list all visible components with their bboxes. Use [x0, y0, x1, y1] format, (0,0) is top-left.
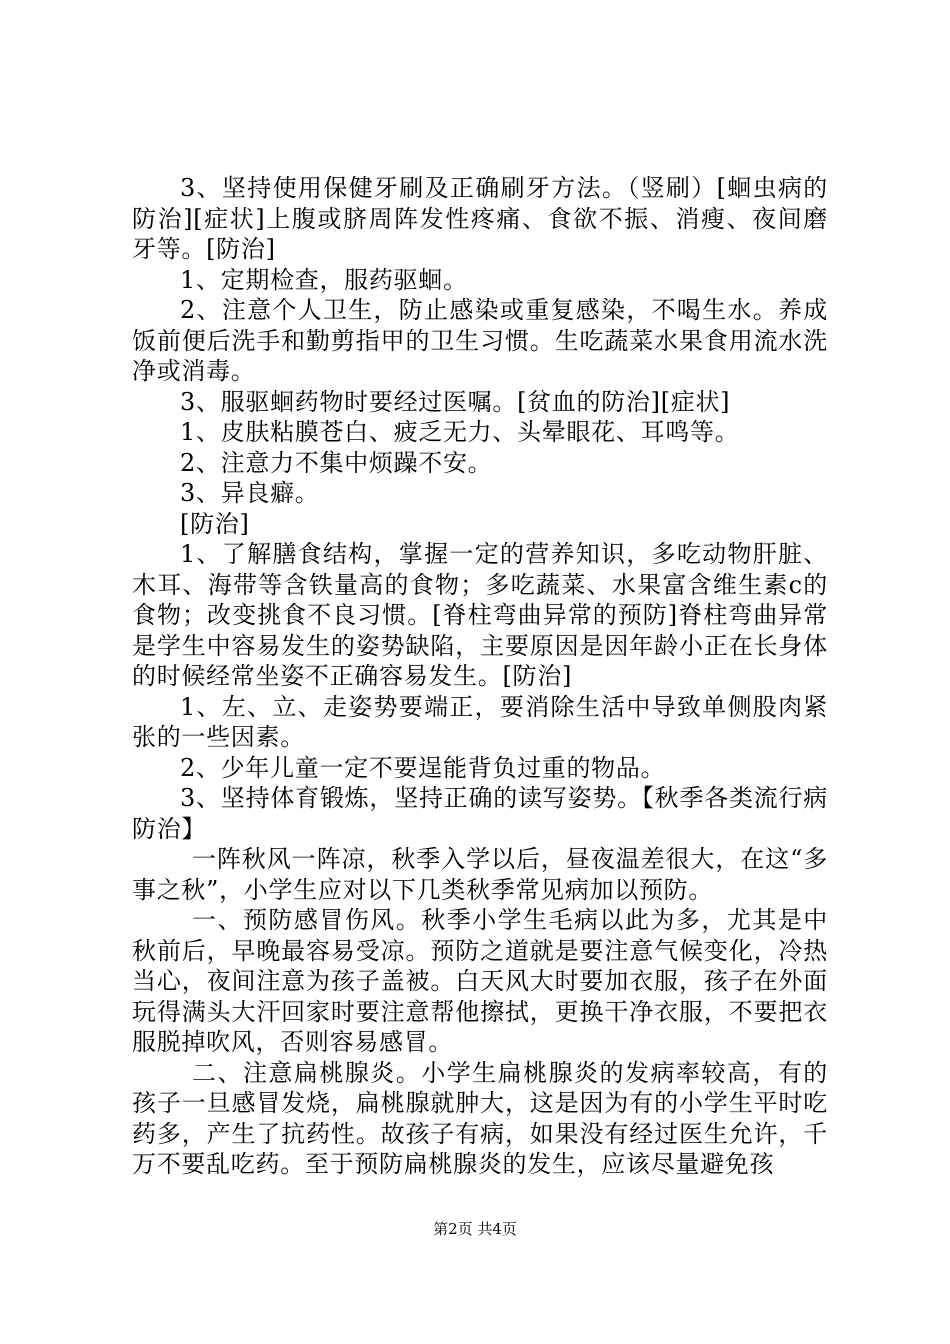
paragraph: 1、了解膳食结构，掌握一定的营养知识，多吃动物肝脏、木耳、海带等含铁量高的食物；多吃蔬菜、水果富含维生素c的食物；改变挑食不良习惯。[脊柱弯曲异常的预防]脊柱弯曲异常是学生中容易发生的姿势缺陷，主要原因是因年龄小正在长身体的时候经常坐姿不正确容易发生。[防治] — [132, 540, 828, 690]
document-body — [132, 173, 828, 1180]
paragraph: 2、少年儿童一定不要逞能背负过重的物品。 — [180, 753, 666, 782]
paragraph: 二、注意扁桃腺炎。小学生扁桃腺炎的发病率较高，有的孩子一旦感冒发烧，扁桃腺就肿大，这是因为有的小学生平时吃药多，产生了抗药性。故孩子有病，如果没有经过医生允许，千万不要乱吃药。至于预防扁桃腺炎的发生，应该尽量避免孩 — [132, 1058, 828, 1178]
paragraph: 3、异良癖。 — [180, 479, 320, 507]
paragraph: 1、左、立、走姿势要端正，要消除生活中导致单侧股肉紧张的一些因素。 — [132, 692, 828, 751]
page-footer — [0, 1218, 950, 1239]
paragraph: 3、坚持使用保健牙刷及正确刷牙方法。（竖刷）[蛔虫病的防治][症状]上腹或脐周阵发性疼痛、食欲不振、消瘦、夜间磨牙等。[防治] — [132, 174, 828, 263]
paragraph: 1、皮肤粘膜苍白、疲乏无力、头晕眼花、耳鸣等。 — [180, 418, 740, 446]
paragraph: 一、预防感冒伤风。秋季小学生毛病以此为多，尤其是中秋前后，早晚最容易受凉。预防之道就是要注意气候变化，冷热当心，夜间注意为孩子盖被。白天风大时要加衣服，孩子在外面玩得满头大汗回家时要注意帮他擦拭，更换干净衣服，不要把衣服脱掉吹风，否则容易感冒。 — [132, 906, 828, 1056]
paragraph: 3、坚持体育锻炼，坚持正确的读写姿势。【秋季各类流行病防治】 — [132, 784, 828, 843]
page-number: 第2页 共4页 — [433, 1220, 517, 1238]
paragraph: [防治] — [180, 509, 250, 538]
paragraph: 2、注意力不集中烦躁不安。 — [180, 448, 493, 477]
paragraph: 2、注意个人卫生，防止感染或重复感染，不喝生水。养成饭前便后洗手和勤剪指甲的卫生习惯。生吃蔬菜水果食用流水洗净或消毒。 — [132, 296, 828, 385]
paragraph: 一阵秋风一阵凉，秋季入学以后，昼夜温差很大，在这“多事之秋”，小学生应对以下几类秋季常见病加以预防。 — [132, 845, 828, 904]
paragraph: 1、定期检查，服药驱蛔。 — [180, 265, 468, 294]
paragraph: 3、服驱蛔药物时要经过医嘱。[贫血的防治][症状] — [180, 387, 731, 416]
